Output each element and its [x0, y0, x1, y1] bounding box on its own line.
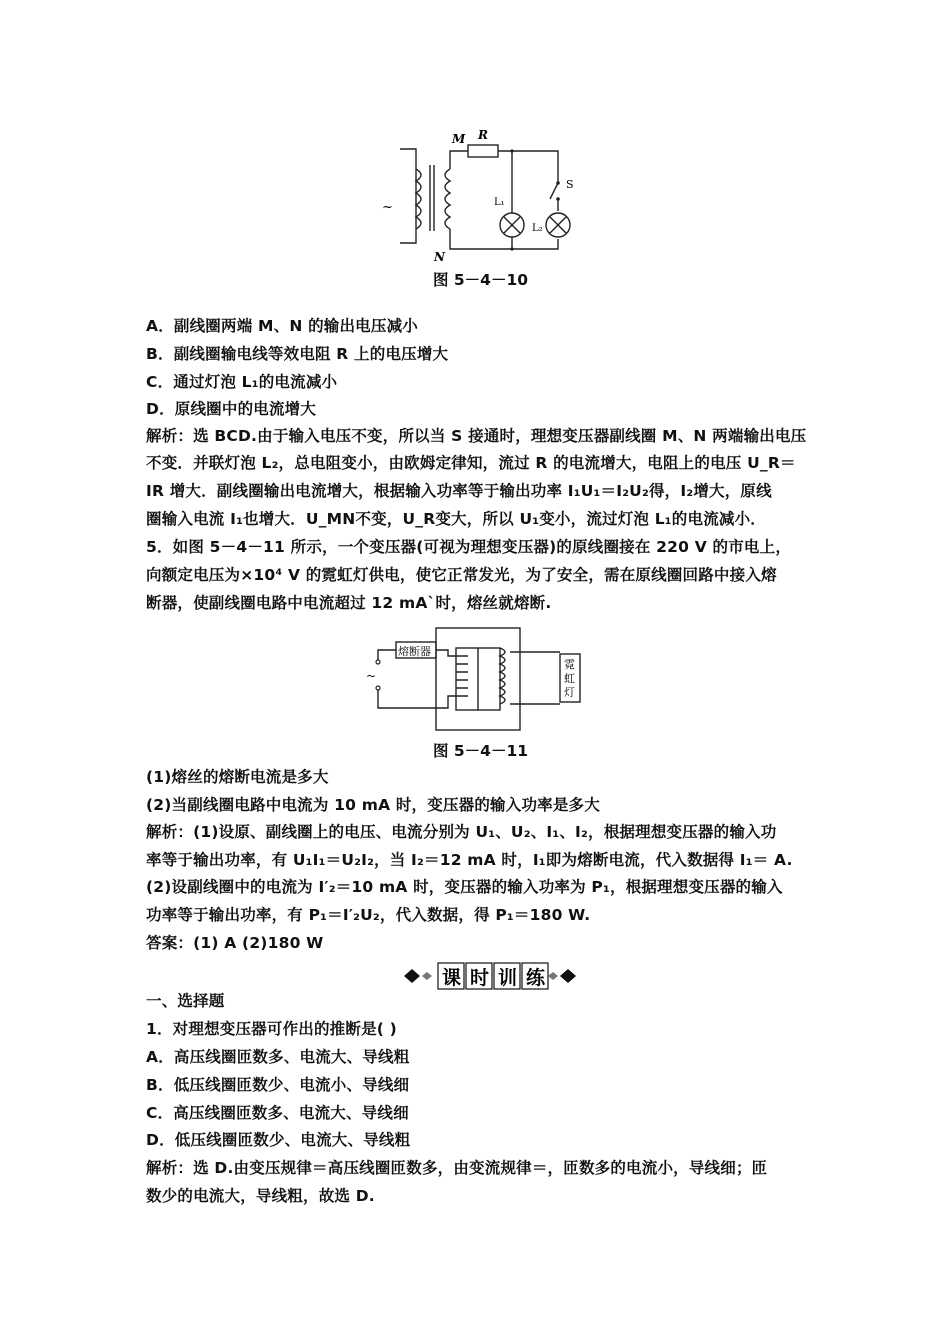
label-ac-2: ~ — [366, 669, 377, 683]
section-title: 一、选择题 — [146, 992, 225, 1010]
q1-analysis-line-1: 解析：选 D.由变压规律＝高压线圈匝数多，由变流规律＝，匝数多的电流小，导线细；匝 — [146, 1159, 768, 1177]
q4-analysis-line-4: 圈输入电流 I₁也增大．U_MN不变，U_R变大，所以 U₁变小，流过灯泡 L₁的电流减小． — [146, 510, 766, 528]
q5-part-1: (1)熔丝的熔断电流是多大 — [146, 768, 329, 786]
q1-option-a: A．高压线圈匝数多、电流大、导线粗 — [146, 1048, 410, 1066]
label-r: R — [478, 128, 488, 142]
label-ac: ~ — [382, 200, 393, 215]
circuit-diagram-5-4-10 — [370, 125, 610, 265]
banner-char-4: 练 — [526, 967, 546, 989]
section-banner — [400, 961, 580, 991]
q4-analysis-line-1: 解析：选 BCD.由于输入电压不变，所以当 S 接通时，理想变压器副线圈 M、N 两端输出电压 — [146, 427, 807, 445]
q4-analysis-line-3: IR 增大．副线圈输出电流增大，根据输入功率等于输出功率 I₁U₁＝I₂U₂得，I₂增大，原线 — [146, 482, 772, 500]
banner-char-2: 时 — [470, 967, 490, 989]
q1-text: 1．对理想变压器可作出的推断是( ) — [146, 1020, 397, 1038]
q5-text-line-3: 断器，使副线圈电路中电流超过 12 mA`时，熔丝就熔断. — [146, 594, 552, 612]
q5-answer: 答案：(1) A (2)180 W — [146, 934, 324, 952]
label-neon-2: 虹 — [564, 672, 575, 685]
circuit-diagram-5-4-11 — [360, 624, 600, 736]
banner-char-3: 训 — [498, 967, 518, 989]
figure-caption-5-4-11: 图 5－4－11 — [433, 742, 529, 760]
q5-analysis-line-4: 功率等于输出功率，有 P₁＝I′₂U₂，代入数据，得 P₁＝180 W. — [146, 906, 591, 924]
q4-option-a: A．副线圈两端 M、N 的输出电压减小 — [146, 317, 418, 335]
figure-caption-5-4-10: 图 5－4－10 — [433, 271, 529, 289]
q5-text-line-2: 向额定电压为×10⁴ V 的霓虹灯供电，使它正常发光，为了安全，需在原线圈回路中接入熔 — [146, 566, 777, 584]
q5-part-2: (2)当副线圈电路中电流为 10 mA 时，变压器的输入功率是多大 — [146, 796, 600, 814]
label-s: S — [566, 178, 574, 191]
q5-text-line-1: 5．如图 5－4－11 所示，一个变压器(可视为理想变压器)的原线圈接在 220 V 的市电上， — [146, 538, 792, 556]
label-n: N — [434, 250, 445, 264]
label-m: M — [452, 132, 466, 146]
q1-option-b: B．低压线圈匝数少、电流小、导线细 — [146, 1076, 410, 1094]
q4-option-d: D．原线圈中的电流增大 — [146, 400, 317, 418]
q5-analysis-line-3: (2)设副线圈中的电流为 I′₂＝10 mA 时，变压器的输入功率为 P₁，根据理想变压器的输入 — [146, 878, 783, 896]
q4-option-b: B．副线圈输电线等效电阻 R 上的电压增大 — [146, 345, 449, 363]
q1-option-c: C．高压线圈匝数多、电流大、导线细 — [146, 1104, 409, 1122]
label-l1: L₁ — [494, 197, 505, 208]
banner-char-1: 课 — [442, 967, 462, 989]
q5-analysis-line-2: 率等于输出功率，有 U₁I₁＝U₂I₂，当 I₂＝12 mA 时，I₁即为熔断电流，代入数据得 I₁＝ A. — [146, 851, 793, 869]
q4-option-c: C．通过灯泡 L₁的电流减小 — [146, 373, 338, 391]
label-l2: L₂ — [532, 223, 543, 234]
label-fuse: 熔断器 — [398, 645, 431, 658]
label-neon-3: 灯 — [564, 686, 575, 699]
q1-option-d: D．低压线圈匝数少、电流大、导线粗 — [146, 1131, 411, 1149]
banner-graphic — [400, 961, 580, 991]
q5-analysis-line-1: 解析：(1)设原、副线圈上的电压、电流分别为 U₁、U₂、I₁、I₂，根据理想变压器的输入功 — [146, 823, 777, 841]
q1-analysis-line-2: 数少的电流大，导线粗，故选 D. — [146, 1187, 375, 1205]
label-neon-1: 霓 — [564, 658, 575, 671]
q4-analysis-line-2: 不变．并联灯泡 L₂，总电阻变小，由欧姆定律知，流过 R 的电流增大，电阻上的电压 U_R＝ — [146, 454, 796, 472]
